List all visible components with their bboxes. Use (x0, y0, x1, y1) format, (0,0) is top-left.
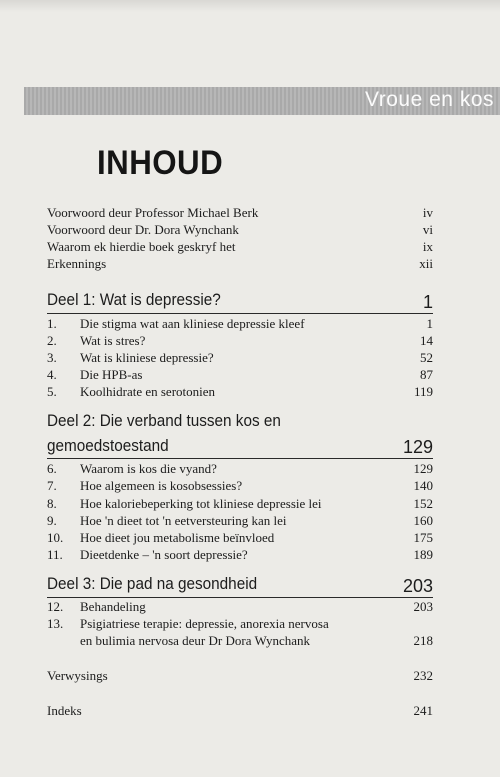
toc-chapter-8[interactable] (47, 496, 433, 512)
chapter-title: Dieetdenke – 'n soort depressie? (80, 547, 248, 562)
chapter-title: Hoe kaloriebeperking tot kliniese depressie lei (80, 496, 322, 511)
chapter-number: 2. (47, 333, 57, 348)
toc-entry-foreword-berk[interactable] (47, 205, 433, 221)
toc-entry-page: vi (422, 222, 433, 237)
chapter-number: 7. (47, 478, 57, 493)
chapter-title: Die stigma wat aan kliniese depressie kleef (80, 316, 305, 331)
toc-entry-text: Erkennings (47, 256, 107, 271)
chapter-number: 4. (47, 367, 57, 382)
toc-chapter-10[interactable] (47, 530, 433, 546)
chapter-title-line-2: en bulimia nervosa deur Dr Dora Wynchank (80, 633, 311, 648)
toc-chapter-2[interactable] (47, 333, 433, 349)
chapter-page: 140 (413, 478, 433, 493)
chapter-page: 119 (413, 384, 433, 399)
toc-entry-why-written[interactable] (47, 239, 433, 255)
page-top-edge (0, 0, 500, 12)
toc-chapter-12[interactable] (47, 599, 433, 615)
part-page: 129 (402, 437, 433, 457)
chapter-page: 152 (413, 496, 433, 511)
chapter-page: 189 (413, 547, 433, 562)
chapter-number: 13. (47, 616, 64, 631)
chapter-title: Hoe 'n dieet tot 'n eetversteuring kan lei (80, 513, 287, 528)
toc-entry-page: iv (422, 205, 433, 220)
toc-entry-text: Voorwoord deur Dr. Dora Wynchank (47, 222, 239, 237)
chapter-page: 87 (420, 367, 433, 382)
toc-chapter-6[interactable] (47, 461, 433, 477)
toc-entry-text: Verwysings (47, 668, 108, 683)
chapter-title: Koolhidrate en serotonien (80, 384, 216, 399)
toc-entry-page: 232 (413, 668, 433, 683)
chapter-title-line-1: Psigiatriese terapie: depressie, anorexia nervosa (80, 616, 329, 631)
chapter-number: 8. (47, 496, 57, 511)
chapter-number: 5. (47, 384, 57, 399)
toc-chapter-4[interactable] (47, 367, 433, 383)
part-title: Deel 3: Die pad na gesondheid (47, 574, 258, 593)
part-title-line-1: Deel 2: Die verband tussen kos en (47, 411, 281, 430)
toc-part-1-heading[interactable] (47, 290, 433, 312)
chapter-page: 14 (420, 333, 433, 348)
chapter-number: 3. (47, 350, 57, 365)
part-1-divider (47, 313, 433, 314)
chapter-page: 129 (413, 461, 433, 476)
toc-chapter-5[interactable] (47, 384, 433, 400)
toc-part-2-heading[interactable] (47, 411, 433, 457)
chapter-page: 175 (413, 530, 433, 545)
running-header-band (24, 87, 500, 115)
chapter-title: Wat is stres? (80, 333, 146, 348)
chapter-number: 9. (47, 513, 57, 528)
toc-chapter-11[interactable] (47, 547, 433, 563)
part-2-divider (47, 458, 433, 459)
chapter-title: Hoe dieet jou metabolisme beïnvloed (80, 530, 275, 545)
chapter-title: Wat is kliniese depressie? (80, 350, 214, 365)
toc-entry-page: 241 (413, 703, 433, 718)
toc-entry-text: Waarom ek hierdie boek geskryf het (47, 239, 236, 254)
chapter-page: 52 (420, 350, 433, 365)
chapter-page: 160 (413, 513, 433, 528)
chapter-number: 11. (47, 547, 63, 562)
chapter-title: Hoe algemeen is kosobsessies? (80, 478, 243, 493)
toc-entry-references[interactable] (47, 668, 433, 684)
chapter-number: 1. (47, 316, 57, 331)
toc-chapter-9[interactable] (47, 513, 433, 529)
part-page: 1 (422, 292, 433, 312)
chapter-page: 1 (426, 316, 433, 331)
chapter-page: 203 (413, 599, 433, 614)
part-title-line-2: gemoedstoestand (47, 436, 169, 455)
page-title: INHOUD (97, 144, 224, 182)
part-title: Deel 1: Wat is depressie? (47, 290, 221, 309)
toc-entry-page: ix (422, 239, 433, 254)
running-header-text: Vroue en kos (365, 88, 494, 111)
toc-chapter-3[interactable] (47, 350, 433, 366)
toc-chapter-1[interactable] (47, 316, 433, 332)
chapter-title: Die HPB-as (80, 367, 143, 382)
chapter-number: 6. (47, 461, 57, 476)
toc-entry-text: Voorwoord deur Professor Michael Berk (47, 205, 259, 220)
toc-entry-acknowledgements[interactable] (47, 256, 433, 272)
toc-entry-foreword-wynchank[interactable] (47, 222, 433, 238)
chapter-title: Waarom is kos die vyand? (80, 461, 217, 476)
chapter-title: Behandeling (80, 599, 146, 614)
toc-entry-text: Indeks (47, 703, 82, 718)
toc-entry-page: xii (419, 256, 433, 271)
toc-chapter-13[interactable] (47, 616, 433, 650)
chapter-page: 218 (413, 633, 433, 648)
chapter-number: 12. (47, 599, 64, 614)
toc-part-3-heading[interactable] (47, 574, 433, 596)
part-page: 203 (402, 576, 433, 596)
toc-entry-index[interactable] (47, 703, 433, 719)
chapter-number: 10. (47, 530, 64, 545)
toc-chapter-7[interactable] (47, 478, 433, 494)
part-3-divider (47, 597, 433, 598)
